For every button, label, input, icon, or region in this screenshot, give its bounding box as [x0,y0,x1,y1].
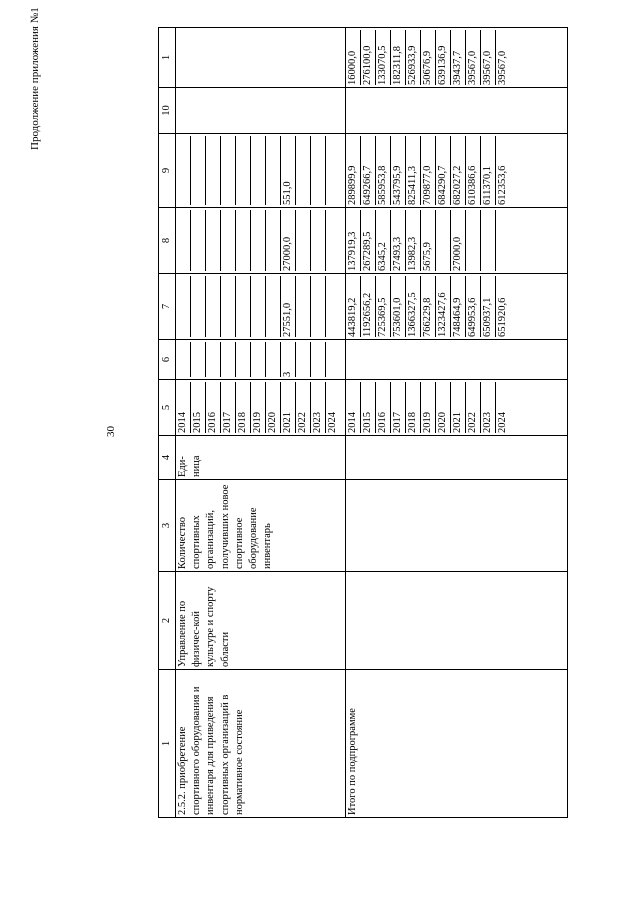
executor-cell: Управление по физичес-кой культуре и спорту области [176,572,346,670]
value-line: 443819,2 [346,276,361,337]
value-line: 610386,6 [466,136,481,205]
header-cell: 2 [159,572,176,670]
value-line: 2021 [281,382,296,433]
indicator-cell: Количество спортивных организаций, получивших новое спортивное оборудование инвентарь [176,480,346,572]
value-line: 766229,8 [421,276,436,337]
value-cell [176,208,346,274]
value-line: 1366327,5 [406,276,421,337]
header-cell: 1 [159,28,176,88]
value-line [206,136,221,205]
value-line: 50676,9 [421,30,436,85]
value-line: 276100,0 [361,30,376,85]
value-line [251,342,266,377]
header-cell: 7 [159,274,176,340]
value-line: 39567,0 [497,50,508,85]
value-line [251,276,266,337]
value-line [326,276,340,337]
value-line: 2022 [466,382,481,433]
header-cell: 6 [159,340,176,380]
value-line [326,210,340,271]
value-line: 639136,9 [436,30,451,85]
value-line: 267289,5 [361,210,376,271]
value-line: 649266,7 [361,136,376,205]
value-line [191,276,206,337]
value-cell [176,134,346,208]
value-cell [346,134,568,208]
value-line: 2022 [296,382,311,433]
value-line [191,210,206,271]
value-line [311,276,326,337]
value-line: 1192656,2 [361,276,376,337]
value-line [266,136,281,205]
value-line: 39567,0 [466,30,481,85]
program-table [158,27,568,818]
header-row [159,28,176,818]
value-line: 2018 [236,382,251,433]
value-line: 825411,3 [406,136,421,205]
value-line [436,210,451,271]
value-line: 753601,0 [391,276,406,337]
value-line: 2021 [451,382,466,433]
value-line: 5675,9 [421,210,436,271]
value-line: 725369,5 [376,276,391,337]
value-cell [176,28,346,88]
value-line: 27551,0 [281,276,296,337]
value-line [191,342,206,377]
value-line: 2015 [361,382,376,433]
value-line [496,210,510,271]
value-line [176,342,191,377]
value-line [266,210,281,271]
value-cell [176,340,346,380]
value-line [236,210,251,271]
value-line [236,136,251,205]
value-line [176,276,191,337]
value-line [221,276,236,337]
value-line: 2023 [481,382,496,433]
value-line: 709877,0 [421,136,436,205]
value-line [206,342,221,377]
value-line: 27000,0 [281,210,296,271]
value-line: 2015 [191,382,206,433]
value-line [466,210,481,271]
value-line: 182311,8 [391,30,406,85]
value-line: 650937,1 [481,276,496,337]
value-line: 2020 [436,382,451,433]
value-cell [176,88,346,134]
page-number: 30 [105,426,117,437]
year-cell [176,380,346,436]
value-line: 748464,9 [451,276,466,337]
value-line: 289899,9 [346,136,361,205]
value-line [221,210,236,271]
value-line [311,136,326,205]
year-cell [346,380,568,436]
value-line: 137919,3 [346,210,361,271]
value-line: 3 [281,342,296,377]
value-line: 651920,6 [497,297,508,337]
value-line: 2017 [391,382,406,433]
table-row [346,28,568,818]
value-line [311,210,326,271]
value-line: 2016 [206,382,221,433]
header-cell: 8 [159,208,176,274]
value-line: 2014 [176,382,191,433]
value-line [221,342,236,377]
value-line: 2019 [251,382,266,433]
empty-cell [346,480,568,572]
value-line [176,210,191,271]
value-line: 684290,7 [436,136,451,205]
value-line [296,276,311,337]
value-line: 27000,0 [451,210,466,271]
table-row [176,28,346,818]
value-cell [346,208,568,274]
empty-cell [346,436,568,480]
value-line [326,136,340,205]
value-line: 585953,8 [376,136,391,205]
value-line: 39437,7 [451,30,466,85]
value-line: 612353,6 [497,165,508,205]
value-line [236,276,251,337]
value-line [311,342,326,377]
value-line [251,136,266,205]
value-line: 543795,9 [391,136,406,205]
value-line [296,342,311,377]
value-line [206,276,221,337]
header-cell: 9 [159,134,176,208]
value-line [481,210,496,271]
value-line [296,136,311,205]
value-line: 526933,9 [406,30,421,85]
empty-cell [346,88,568,134]
value-line: 2014 [346,382,361,433]
value-line: 2024 [497,412,508,433]
empty-cell [346,572,568,670]
value-line: 2020 [266,382,281,433]
value-line [221,136,236,205]
value-line: 682027,2 [451,136,466,205]
value-line: 13982,3 [406,210,421,271]
value-line: 6345,2 [376,210,391,271]
header-cell: 1 [159,670,176,818]
value-line: 27493,3 [391,210,406,271]
measure-name-cell: 2.5.2. приобретение спортивного оборудования и инвентаря для приведения спортивных организаций в нормативное состояние [176,670,346,818]
value-line [251,210,266,271]
value-line [326,342,340,377]
value-line: 2017 [221,382,236,433]
value-line: 2024 [327,412,338,433]
value-cell [346,274,568,340]
value-line: 2018 [406,382,421,433]
header-cell: 10 [159,88,176,134]
value-line: 611370,1 [481,136,496,205]
value-line [176,136,191,205]
unit-cell: Еди-ница [176,436,346,480]
value-line: 2016 [376,382,391,433]
value-line [296,210,311,271]
header-cell: 3 [159,480,176,572]
page-caption: Продолжение приложения №1 [29,7,41,150]
value-line: 133070,5 [376,30,391,85]
value-line [266,342,281,377]
empty-cell [346,340,568,380]
value-cell [346,28,568,88]
value-line: 551,0 [281,136,296,205]
header-cell: 5 [159,380,176,436]
value-line: 2023 [311,382,326,433]
value-cell [176,274,346,340]
value-line [236,342,251,377]
total-label-cell: Итого по подпрограмме [346,670,568,818]
header-cell: 4 [159,436,176,480]
value-line: 39567,0 [481,30,496,85]
value-line [206,210,221,271]
value-line [191,136,206,205]
value-line [266,276,281,337]
value-line: 1323427,6 [436,276,451,337]
value-line: 2019 [421,382,436,433]
value-line: 649953,6 [466,276,481,337]
value-line: 16000,0 [346,30,361,85]
